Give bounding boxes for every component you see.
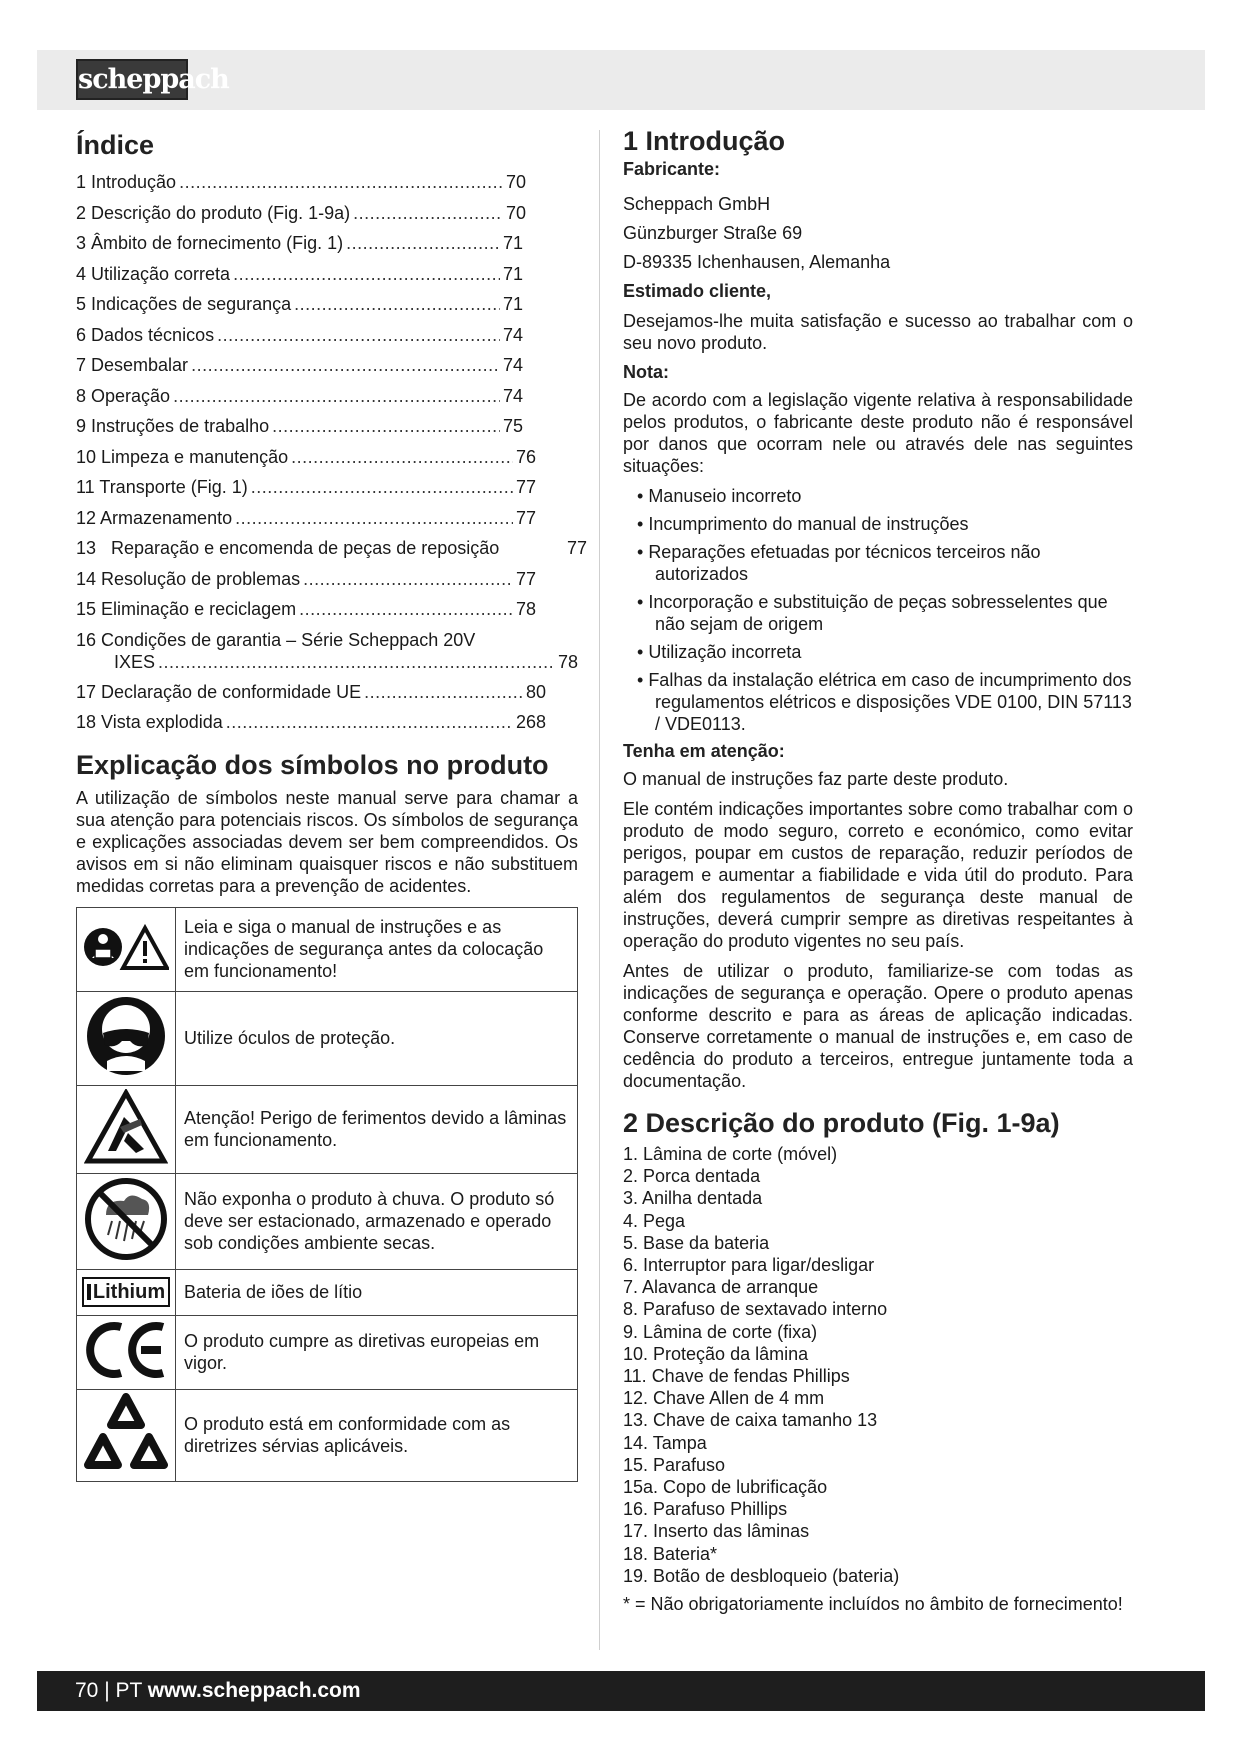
toc-leader-dots [158, 651, 555, 673]
list-item: 11. Chave de fendas Phillips [623, 1366, 850, 1387]
safety-goggles-icon [77, 991, 176, 1085]
toc-item [76, 625, 578, 677]
toc-item-label: 11 Transporte (Fig. 1) [76, 477, 248, 497]
toc-item-page: 78 [557, 651, 578, 672]
list-item: 19. Botão de desbloqueio (bateria) [623, 1565, 900, 1586]
toc-title: Índice [76, 130, 155, 160]
toc-item-page: 70 [505, 172, 526, 192]
left-column [76, 130, 587, 1482]
toc-item-label: 17 Declaração de conformidade UE [76, 681, 362, 702]
list-item: 13. Chave de caixa tamanho 13 [623, 1410, 878, 1431]
address-line: Günzburger Straße 69 [623, 223, 803, 243]
toc-item [76, 411, 523, 442]
symbols-intro: A utilização de símbolos neste manual serve para chamar a sua atenção para potenciais riscos. Os símbolos de segurança e explicações associadas devem ser bem compreendidos. Os avisos em si não eliminam quaisquer riscos e não substituem medidas corretas para a prevenção de acidentes. [76, 787, 578, 896]
list-item: • Incumprimento do manual de instruções [623, 513, 1133, 535]
list-item: 10. Proteção da lâmina [623, 1343, 809, 1364]
toc-item [76, 198, 526, 229]
toc-item-page: 74 [502, 324, 523, 345]
symbol-row [77, 1315, 578, 1389]
column-divider [599, 130, 600, 1650]
toc-item-page: 70 [505, 202, 526, 223]
toc-item-page: 74 [502, 355, 523, 375]
toc-leader-dots [303, 564, 513, 595]
toc-leader-dots [226, 707, 513, 738]
toc-item-label: 9 Instruções de trabalho [76, 416, 270, 436]
symbol-row [77, 1269, 578, 1315]
toc-item-label: 18 Vista explodida [76, 712, 223, 732]
attention-text-3: Antes de utilizar o produto, familiarize-se com todas as indicações de segurança e operação. Opere o produto apenas conforme descrito e para as áreas de aplicação indicadas. Conserve corretamente o manual de instruções e, em caso de cedência do produto a terceiros, entregue juntamente toda a documentação. [623, 961, 1133, 1091]
list-item: • Utilização incorreta [623, 641, 1133, 663]
parts-footnote: * = Não obrigatoriamente incluídos no âmbito de fornecimento! [623, 1594, 1123, 1615]
toc-item [76, 707, 546, 738]
symbol-row [77, 1085, 578, 1173]
symbol-row [77, 1389, 578, 1481]
list-item: 7. Alavanca de arranque [623, 1277, 819, 1298]
symbol-text: Utilize óculos de proteção. [176, 991, 578, 1085]
toc-item-label: 6 Dados técnicos [76, 324, 215, 345]
table-of-contents [76, 167, 587, 738]
symbol-row [77, 991, 578, 1085]
description-title: 2 Descrição do produto (Fig. 1-9a) [623, 1108, 1060, 1138]
list-item: 1. Lâmina de corte (móvel) [623, 1144, 838, 1164]
toc-leader-dots [235, 503, 513, 534]
website-link[interactable]: www.scheppach.com [147, 1679, 361, 1702]
toc-item-page: 71 [502, 294, 523, 314]
list-item: 5. Base da bateria [623, 1232, 770, 1253]
toc-item-label: 14 Resolução de problemas [76, 568, 301, 589]
toc-item-page: 77 [515, 507, 536, 528]
toc-item [76, 533, 587, 564]
symbol-text: Bateria de iões de lítio [176, 1269, 578, 1315]
list-item: • Incorporação e substituição de peças sobresselentes que não sejam de origem [623, 591, 1133, 635]
toc-item-label: 15 Eliminação e reciclagem [76, 599, 297, 619]
toc-item [76, 381, 523, 412]
right-column [623, 126, 1133, 1623]
dear-customer-label: Estimado cliente, [623, 281, 772, 301]
lithium-battery-icon [77, 1269, 176, 1315]
symbols-title: Explicação dos símbolos no produto [76, 749, 549, 780]
list-item: 2. Porca dentada [623, 1166, 761, 1187]
no-rain-icon [77, 1173, 176, 1269]
toc-item-page: 76 [515, 446, 536, 467]
blade-injury-warning-icon [77, 1085, 176, 1173]
list-item: 15a. Copo de lubrificação [623, 1477, 828, 1498]
toc-item-label: 5 Indicações de segurança [76, 294, 292, 314]
symbol-text: Atenção! Perigo de ferimentos devido a lâminas em funcionamento. [176, 1085, 578, 1173]
list-item: 14. Tampa [623, 1432, 707, 1453]
header-bar [37, 50, 1205, 110]
attention-text-2: Ele contém indicações importantes sobre como trabalhar com o produto de modo seguro, correto e económico, como evitar perigos, poupar em custos de reparação, reduzir períodos de paragem e aumentar a fiabilidade e vida útil do produto. Para além dos regulamentos de segurança deste manual de instruções, deverá cumprir sempre as diretivas respeitantes à operação do produto vigentes no seu país. [623, 799, 1133, 951]
toc-item [76, 320, 523, 351]
toc-item [76, 594, 536, 625]
toc-item-page: 77 [515, 568, 536, 589]
ce-mark-icon [77, 1315, 176, 1389]
toc-item-label: 3 Âmbito de fornecimento (Fig. 1) [76, 233, 344, 253]
toc-leader-dots [217, 320, 500, 351]
toc-item-label: 1 Introdução [76, 172, 177, 192]
list-item: 3. Anilha dentada [623, 1188, 763, 1209]
toc-item-page: 74 [502, 385, 523, 406]
list-item: 8. Parafuso de sextavado interno [623, 1299, 888, 1320]
toc-item [76, 503, 536, 534]
toc-leader-dots [233, 259, 500, 290]
toc-item [76, 228, 523, 259]
symbols-table [76, 907, 578, 1482]
serbian-conformity-icon [77, 1389, 176, 1481]
toc-item [76, 289, 523, 320]
liability-exclusions-list [623, 485, 1133, 735]
symbol-row [77, 907, 578, 991]
toc-item-label: 13 Reparação e encomenda de peças de reposição [76, 538, 500, 558]
toc-item [76, 677, 546, 708]
address-line: D-89335 Ichenhausen, Alemanha [623, 252, 891, 272]
toc-leader-dots [179, 167, 503, 198]
toc-leader-dots [294, 289, 500, 320]
toc-item [76, 259, 523, 290]
toc-leader-dots [291, 442, 513, 473]
toc-item-page: 78 [515, 599, 536, 619]
symbol-text: Não exponha o produto à chuva. O produto só deve ser estacionado, armazenado e operado sob condições ambiente secas. [176, 1173, 578, 1269]
toc-leader-dots [353, 198, 503, 229]
toc-leader-dots [272, 411, 500, 442]
toc-item-page: 71 [502, 263, 523, 284]
toc-item-page: 80 [525, 681, 546, 702]
toc-item-page: 268 [515, 712, 546, 732]
symbol-text: Leia e siga o manual de instruções e as indicações de segurança antes da colocação em funcionamento! [176, 907, 578, 991]
symbol-text: O produto cumpre as diretivas europeias em vigor. [176, 1315, 578, 1389]
toc-item-page: 77 [566, 538, 587, 558]
dear-customer-text: Desejamos-lhe muita satisfação e sucesso ao trabalhar com o seu novo produto. [623, 311, 1133, 353]
toc-item-label: 12 Armazenamento [76, 507, 233, 528]
toc-item-page: 77 [515, 477, 536, 497]
toc-item-label: 16 Condições de garantia – Série Scheppach 20V [76, 629, 476, 650]
list-item: 6. Interruptor para ligar/desligar [623, 1255, 875, 1276]
symbol-text: O produto está em conformidade com as diretrizes sérvias aplicáveis. [176, 1389, 578, 1481]
toc-leader-dots [364, 677, 523, 708]
toc-item-label: 8 Operação [76, 385, 171, 406]
list-item: 18. Bateria* [623, 1543, 718, 1564]
toc-item-label: 2 Descrição do produto (Fig. 1-9a) [76, 202, 351, 223]
intro-title: 1 Introdução [623, 126, 786, 156]
list-item: 15. Parafuso [623, 1454, 726, 1475]
list-item: • Reparações efetuadas por técnicos terceiros não autorizados [623, 541, 1133, 585]
footer-bar [37, 1671, 1205, 1711]
list-item: 17. Inserto das lâminas [623, 1521, 810, 1542]
attention-text-1: O manual de instruções faz parte deste produto. [623, 769, 1009, 789]
list-item: 9. Lâmina de corte (fixa) [623, 1321, 818, 1342]
note-text: De acordo com a legislação vigente relativa à responsabilidade pelos produtos, o fabricante deste produto não é responsável por danos que ocorram nele ou através dele nas seguintes situações: [623, 390, 1133, 476]
toc-item [76, 350, 523, 381]
list-item: 16. Parafuso Phillips [623, 1499, 788, 1520]
toc-item [76, 167, 526, 198]
toc-leader-dots [251, 472, 513, 503]
toc-item-label: 4 Utilização correta [76, 263, 231, 284]
toc-item-label: 10 Limpeza e manutenção [76, 446, 289, 467]
list-item: • Falhas da instalação elétrica em caso de incumprimento dos regulamentos elétricos e disposições VDE 0100, DIN 57113 / VDE0113. [623, 669, 1133, 735]
address-line: Scheppach GmbH [623, 194, 771, 214]
toc-item-page: 71 [502, 233, 523, 253]
list-item: 4. Pega [623, 1210, 686, 1231]
toc-item-label: 7 Desembalar [76, 355, 189, 375]
read-manual-warning-icon [77, 907, 176, 991]
page-number: 70 | PT [75, 1679, 148, 1702]
toc-item-label: IXES [114, 651, 156, 672]
toc-item [76, 564, 536, 595]
parts-list [623, 1143, 1133, 1587]
lithium-label: Lithium [92, 1281, 166, 1303]
list-item: • Manuseio incorreto [623, 485, 1133, 507]
symbol-row [77, 1173, 578, 1269]
note-label: Nota: [623, 362, 669, 382]
toc-item-page: 75 [502, 416, 523, 436]
toc-item [76, 442, 536, 473]
toc-leader-dots [191, 350, 500, 381]
toc-leader-dots [299, 594, 513, 625]
attention-label: Tenha em atenção: [623, 741, 785, 761]
toc-leader-dots [346, 228, 500, 259]
toc-item [76, 472, 536, 503]
toc-leader-dots [173, 381, 500, 412]
list-item: 12. Chave Allen de 4 mm [623, 1388, 825, 1409]
scheppach-logo: scheppach [76, 59, 188, 100]
manufacturer-label: Fabricante: [623, 159, 721, 179]
manufacturer-address [623, 190, 1133, 277]
